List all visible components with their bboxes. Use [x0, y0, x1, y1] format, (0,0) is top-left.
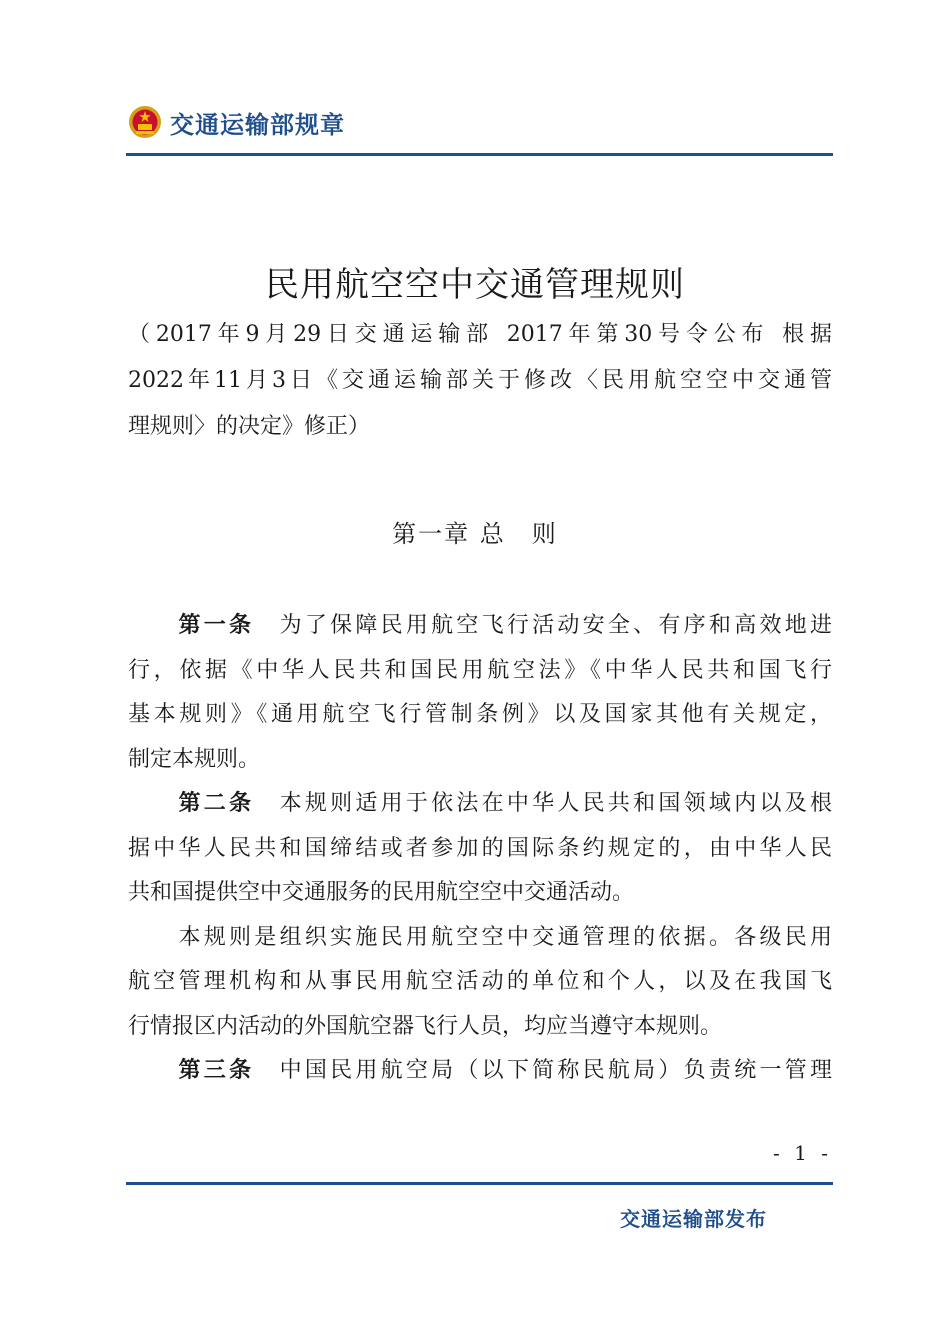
article-line: 据中华人民共和国缔结或者参加的国际条约规定的，由中华人民 [128, 835, 832, 861]
note-line: 理规则〉的决定》修正） [128, 414, 371, 439]
article-label: 第二条 [178, 791, 255, 816]
document-title: 民用航空空中交通管理规则 [265, 265, 685, 305]
page-header [128, 100, 345, 144]
article-label: 第一条 [178, 613, 255, 638]
footer-publisher: 交通运输部发布 [620, 1207, 767, 1231]
header-divider [126, 153, 833, 156]
article-line: 行，依据《中华人民共和国民用航空法》《中华人民共和国飞行 [128, 657, 832, 683]
article-line: 基本规则》《通用航空飞行管制条例》以及国家其他有关规定， [128, 702, 832, 727]
header-title: 交通运输部规章 [170, 110, 345, 139]
chapter-heading: 第一章 总 则 [392, 520, 558, 548]
note-line: 2022年11月3日《交通运输部关于修改〈民用航空空中交通管 [128, 368, 832, 393]
article-line: 第一条 为了保障民用航空飞行活动安全、有序和高效地进 [178, 613, 832, 638]
amendment-note [128, 312, 832, 450]
article-label: 第三条 [178, 1058, 255, 1083]
article-line: 共和国提供空中交通服务的民用航空空中交通活动。 [128, 880, 635, 905]
article-line: 制定本规则。 [128, 746, 261, 772]
document-body [128, 604, 832, 1094]
article-line: 第二条 本规则适用于依法在中华人民共和国领域内以及根 [178, 791, 832, 816]
article-line: 行情报区内活动的外国航空器飞行人员，均应当遵守本规则。 [128, 1013, 723, 1039]
article-line: 本规则是组织实施民用航空空中交通管理的依据。各级民用 [178, 924, 832, 950]
footer-divider [126, 1182, 833, 1185]
article-line: 第三条 中国民用航空局（以下简称民航局）负责统一管理 [178, 1058, 832, 1083]
page-number: - 1 - [773, 1141, 832, 1165]
national-emblem-icon [128, 105, 162, 139]
note-line: （2017年9月29日交通运输部 2017年第30号令公布 根据 [128, 322, 832, 347]
article-line: 航空管理机构和从事民用航空活动的单位和个人，以及在我国飞 [128, 969, 832, 994]
